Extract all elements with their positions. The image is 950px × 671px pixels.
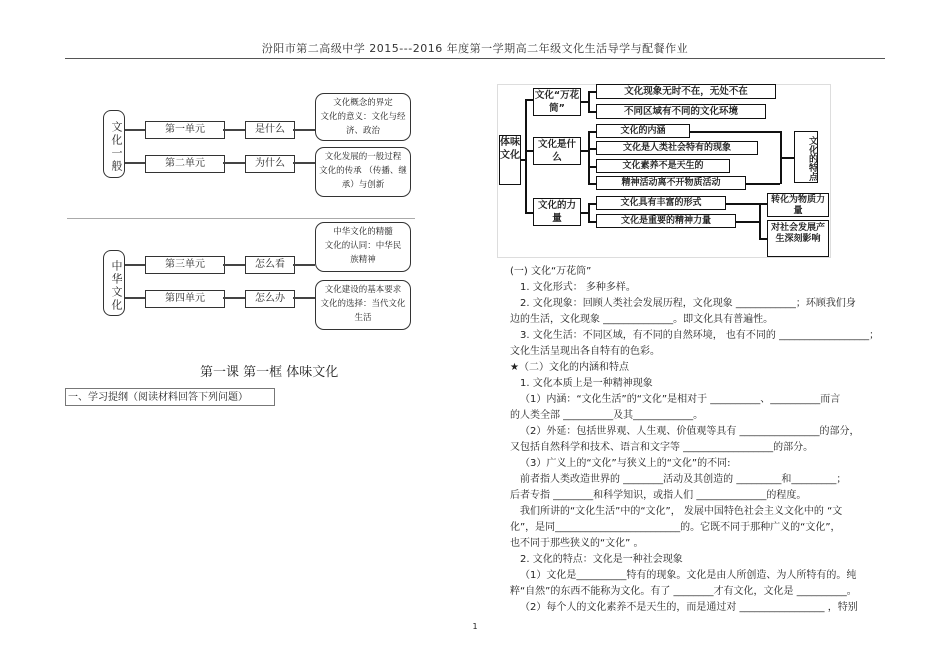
chart-c1: 文化具有丰富的形式 [596,196,726,210]
text-line: 又包括自然科学和技术、语言和文字等 __________________的部分。 [510,442,814,453]
text-line: （1）文化是__________特有的现象。文化是由人所创造、为人所特有的。纯 [520,570,857,581]
text-line: 后者专指 ________和科学知识，或指人们 ______________的程度。 [510,490,807,501]
chart-b1: 文化的内涵 [596,124,690,138]
chart-c2: 文化是重要的精神力量 [596,214,736,228]
chart-b2: 文化是人类社会特有的现象 [596,141,758,155]
unit2-box: 第二单元 [145,155,225,173]
text-line: 2. 文化现象：回顾人类社会发展历程，文化现象 ____________；环顾我们身 [520,298,856,309]
unit3-desc: 中华文化的精髓 文化的认同：中华民 族精神 [315,222,411,272]
header-rule [65,58,885,59]
lesson-title: 第一课 第一框 体味文化 [200,365,339,380]
text-line: （3）广义上的“文化”与狭义上的“文化”的不同: [520,458,731,469]
vertical-label-chinese: 中华文化 [103,250,125,316]
q2-box: 为什么 [245,155,295,173]
chart-b-out: 文化的特点 [794,131,818,183]
section-heading: ★（二）文化的内涵和特点 [510,362,629,373]
text-line: 我们所讲的“文化生活”中的“文化”， 发展中国特色社会主义文化中的 “文 [520,506,843,517]
text-line: （2）每个人的文化素养不是天生的，而是通过对 _________________ ，特别 [520,602,858,613]
chart-c-out2: 对社会发展产生深刻影响 [767,220,829,257]
chart-c-out1: 转化为物质力量 [767,193,829,217]
page-number: 1 [472,622,478,631]
chart-node-b: 文化是什么 [533,137,581,165]
text-line: （1）内涵：“文化生活”的“文化”是相对于 __________、__________而言 [520,394,841,405]
study-outline-text [510,264,890,616]
unit4-desc: 文化建设的基本要求 文化的选择：当代文化 生活 [315,280,411,330]
unit4-box: 第四单元 [145,290,225,308]
text-line: 1. 文化形式： 多种多样。 [520,282,636,293]
q1-box: 是什么 [245,121,295,139]
unit1-desc: 文化概念的界定 文化的意义：文化与经 济、政治 [315,93,411,141]
chart-b4: 精神活动离不开物质活动 [596,176,746,190]
chart-b3: 文化素养不是天生的 [596,159,730,173]
vertical-label-general: 文化一般 [103,110,125,178]
chart-node-a: 文化“万花筒” [534,90,580,114]
text-line: 的人类全部 __________及其____________。 [510,410,704,421]
chart-node-c: 文化的力量 [533,198,581,226]
page-header: 汾阳市第二高级中学 2015---2016 年度第一学期高二年级文化生活导学与配餐作业 [261,42,689,55]
chart-a1: 文化现象无时不在，无处不在 [596,84,776,99]
text-line: 1. 文化本质上是一种精神现象 [520,378,653,389]
text-line: 边的生活，文化现象 ______________。即文化具有普遍性。 [510,314,774,325]
unit1-box: 第一单元 [145,121,225,139]
text-line: 也不同于那些狭义的“文化” 。 [510,538,644,549]
text-line: （2）外延：包括世界观、人生观、价值观等具有 ________________的部分， [520,426,860,437]
text-line: 文化生活呈现出各自特有的色彩。 [510,346,660,357]
chart-root: 体味文化 [499,135,521,185]
outline-label: 一、学习提纲（阅读材料回答下列问题） [65,388,275,406]
section-heading: (一) 文化“万花筒” [510,266,592,277]
text-line: 粹“自然”的东西不能称为文化。有了 ________才有文化，文化是 __________。 [510,586,857,597]
text-line: 前者指人类改造世界的 ________活动及其创造的 _________和_________； [520,474,847,485]
q3-box: 怎么看 [245,256,295,274]
section-divider [67,218,415,219]
section-heading: 2. 文化的特点：文化是一种社会现象 [520,554,683,565]
unit2-desc: 文化发展的一般过程 文化的传承 （传播、继 承）与创新 [315,147,411,197]
text-line: 化”，是同_________________________的。它既不同于那种广义的“文化”， [510,522,841,533]
unit3-box: 第三单元 [145,256,225,274]
q4-box: 怎么办 [245,290,295,308]
chart-a2: 不同区域有不同的文化环境 [596,104,766,119]
text-line: 3. 文化生活：不同区域，有不同的自然环境， 也有不同的 __________________； [520,330,880,341]
